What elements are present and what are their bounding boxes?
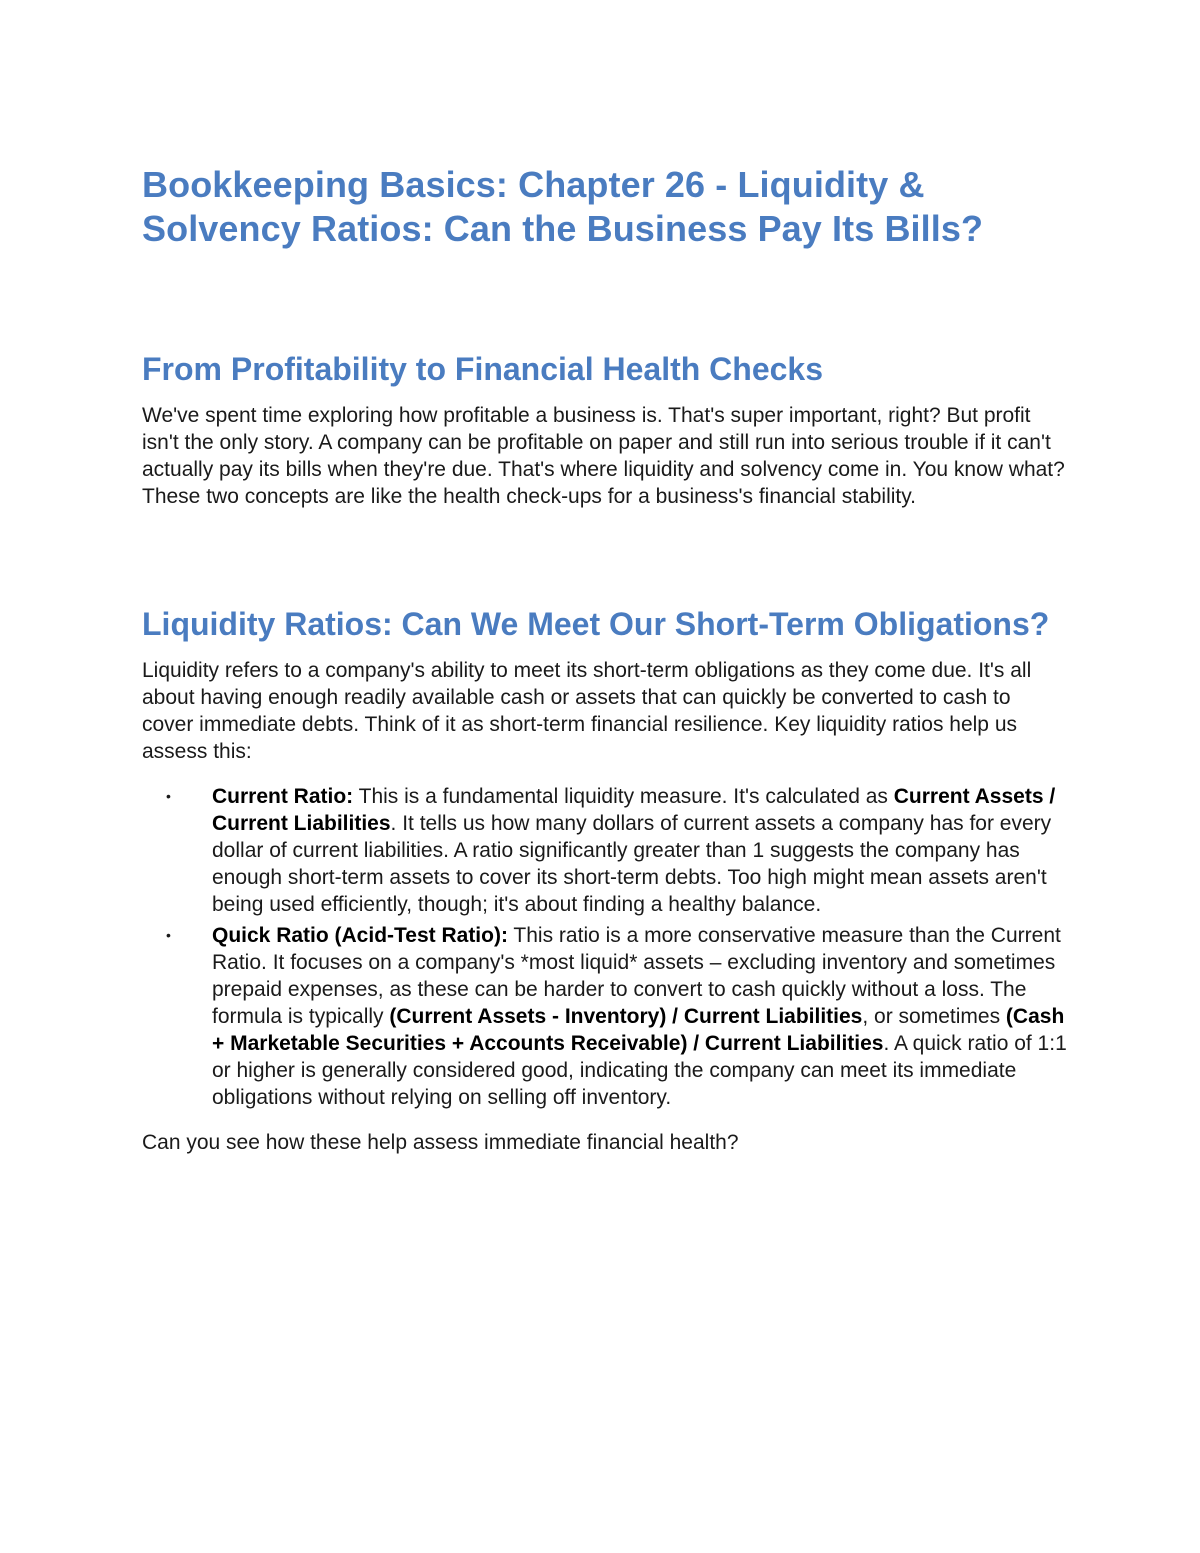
term-current-ratio: Current Ratio:: [212, 785, 354, 808]
ratio-list: [142, 783, 1067, 1111]
section-paragraph-profitability: We've spent time exploring how profitable a business is. That's super important, right? But profit isn't the only story. A company can be profitable on paper and still run into serious trouble if it can't actually pay its bills when they're due. That's where liquidity and solvency come in. You know what? These two concepts are like the health check-ups for a business's financial stability.: [142, 404, 1065, 508]
list-item-text: This is a fundamental liquidity measure. It's calculated as: [353, 785, 894, 808]
formula-quick-ratio: (Current Assets - Inventory) / Current Liabilities: [389, 1005, 863, 1028]
list-item-current-ratio: [142, 783, 1067, 918]
list-item-text: , or sometimes: [862, 1005, 1006, 1028]
closing-paragraph: Can you see how these help assess immediate financial health?: [142, 1131, 739, 1154]
formula-current-ratio: Current Assets / Current Liabilities: [212, 785, 1056, 835]
list-item-text: This ratio is a more conservative measure than the Current Ratio. It focuses on a company's *most liquid* assets – excluding inventory and sometimes prepaid expenses, as these can be harder to convert to cash quickly without a loss. The formula is typically: [212, 924, 1061, 1028]
list-item-text: . It tells us how many dollars of current assets a company has for every dollar of current liabilities. A ratio significantly greater than 1 suggests the company has enough short-term assets to cover its short-term debts. Too high might mean assets aren't being used efficiently, though; it's about finding a healthy balance.: [212, 812, 1052, 916]
document-title: Bookkeeping Basics: Chapter 26 - Liquidity & Solvency Ratios: Can the Business Pay Its Bills?: [142, 164, 984, 249]
section-heading-profitability: From Profitability to Financial Health Checks: [142, 351, 824, 387]
formula-quick-ratio-alt: (Cash + Marketable Securities + Accounts Receivable) / Current Liabilities: [212, 1005, 1065, 1055]
bullet-icon: •: [166, 788, 171, 804]
list-item-text: . A quick ratio of 1:1 or higher is generally considered good, indicating the company can meet its immediate obligations without relying on selling off inventory.: [212, 1032, 1067, 1109]
bullet-icon: •: [166, 927, 171, 943]
section-paragraph-liquidity: Liquidity refers to a company's ability to meet its short-term obligations as they come due. It's all about having enough readily available cash or assets that can quickly be converted to cash to cover immediate debts. Think of it as short-term financial resilience. Key liquidity ratios help us assess this:: [142, 659, 1032, 763]
term-quick-ratio: Quick Ratio (Acid-Test Ratio):: [212, 924, 508, 947]
section-heading-liquidity: Liquidity Ratios: Can We Meet Our Short-Term Obligations?: [142, 606, 1050, 642]
document-page: [142, 163, 1067, 1156]
list-item-quick-ratio: [142, 922, 1067, 1111]
